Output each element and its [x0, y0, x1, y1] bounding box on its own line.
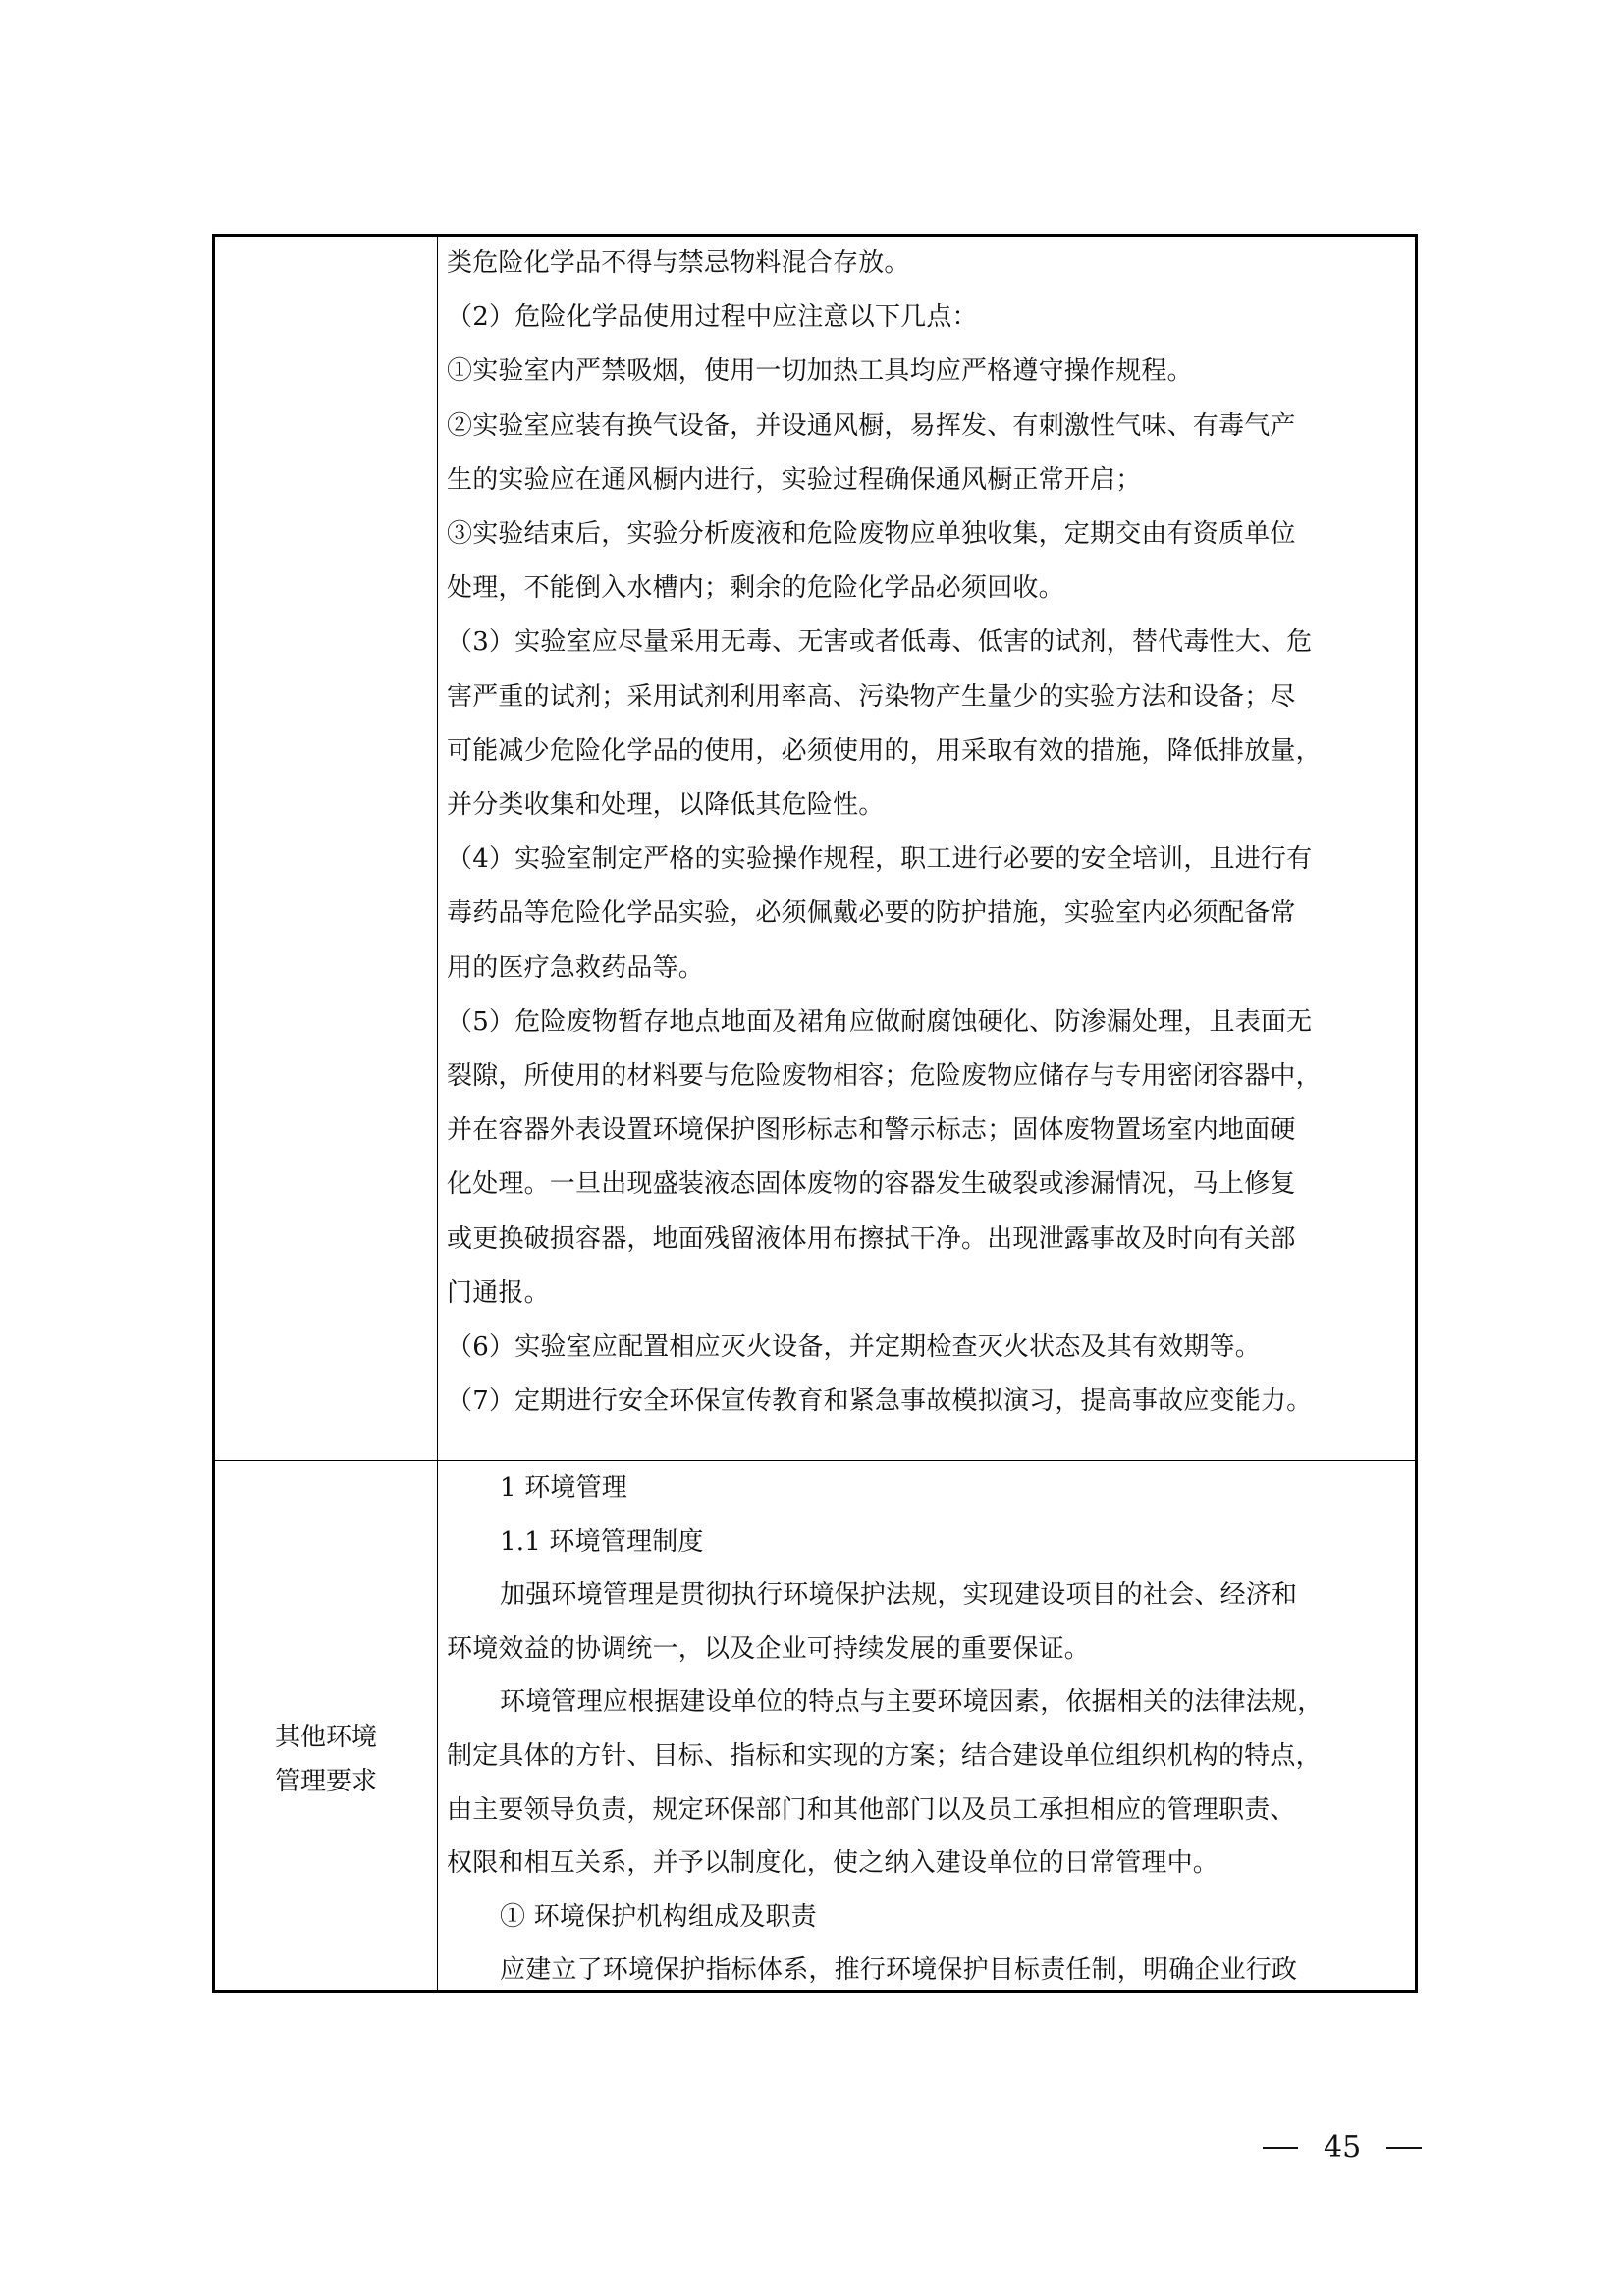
text-line: 处理，不能倒入水槽内；剩余的危险化学品必须回收。	[447, 573, 1064, 604]
row1-content-cell	[447, 237, 1401, 1460]
page-number	[1263, 2130, 1422, 2164]
text-line: 类危险化学品不得与禁忌物料混合存放。	[447, 248, 910, 278]
subsection-heading: 1.1 环境管理制度	[500, 1526, 704, 1557]
text-line: 加强环境管理是贯彻执行环境保护法规，实现建设项目的社会、经济和	[500, 1580, 1298, 1611]
text-line: 可能减少危险化学品的使用，必须使用的，用采取有效的措施，降低排放量，	[447, 735, 1322, 766]
column-divider	[437, 237, 438, 1990]
dash-left	[1263, 2147, 1298, 2149]
text-line: ②实验室应装有换气设备，并设通风橱，易挥发、有刺激性气味、有毒气产	[447, 410, 1296, 441]
text-line: （4）实验室制定严格的实验操作规程，职工进行必要的安全培训，且进行有	[447, 844, 1313, 875]
text-line: 裂隙，所使用的材料要与危险废物相容；危险废物应储存与专用密闭容器中，	[447, 1061, 1322, 1092]
label-line: 其他环境	[274, 1723, 377, 1752]
text-line: 化处理。一旦出现盛装液态固体废物的容器发生破裂或渗漏情况，马上修复	[447, 1169, 1296, 1200]
dash-right	[1386, 2147, 1422, 2149]
text-line: 权限和相互关系，并予以制度化，使之纳入建设单位的日常管理中。	[447, 1848, 1219, 1879]
text-line: （6）实验室应配置相应灭火设备，并定期检查灭火状态及其有效期等。	[447, 1332, 1261, 1362]
page-number-value: 45	[1324, 2130, 1362, 2164]
list-heading: ① 环境保护机构组成及职责	[500, 1901, 817, 1932]
label-line: 管理要求	[274, 1767, 377, 1796]
text-line: （7）定期进行安全环保宣传教育和紧急事故模拟演习，提高事故应变能力。	[447, 1386, 1313, 1416]
text-line: （5）危险废物暂存地点地面及裙角应做耐腐蚀硬化、防渗漏处理，且表面无	[447, 1006, 1313, 1037]
text-line: 环境管理应根据建设单位的特点与主要环境因素，依据相关的法律法规，	[500, 1687, 1324, 1718]
text-line: （3）实验室应尽量采用无毒、无害或者低毒、低害的试剂，替代毒性大、危	[447, 627, 1313, 658]
text-line: 毒药品等危险化学品实验，必须佩戴必要的防护措施，实验室内必须配备常	[447, 898, 1296, 929]
section-heading: 1 环境管理	[500, 1473, 628, 1503]
text-line: 并分类收集和处理，以降低其危险性。	[447, 790, 885, 821]
text-line: 害严重的试剂；采用试剂利用率高、污染物产生量少的实验方法和设备；尽	[447, 681, 1296, 712]
text-line: 并在容器外表设置环境保护图形标志和警示标志；固体废物置场室内地面硬	[447, 1115, 1296, 1146]
row2-label-cell	[215, 1701, 437, 1819]
row2-content-cell	[447, 1462, 1401, 1990]
text-line: 应建立了环境保护指标体系，推行环境保护目标责任制，明确企业行政	[500, 1955, 1298, 1986]
text-line: 生的实验应在通风橱内进行，实验过程确保通风橱正常开启；	[447, 464, 1142, 495]
text-line: 环境效益的协调统一，以及企业可持续发展的重要保证。	[447, 1633, 1091, 1664]
text-line: （2）危险化学品使用过程中应注意以下几点：	[447, 302, 978, 333]
text-line: 门通报。	[447, 1277, 550, 1308]
text-line: ①实验室内严禁吸烟，使用一切加热工具均应严格遵守操作规程。	[447, 356, 1193, 387]
text-line: 或更换破损容器，地面残留液体用布擦拭干净。出现泄露事故及时向有关部	[447, 1223, 1296, 1254]
content-table	[212, 234, 1418, 1993]
row-divider	[215, 1460, 1415, 1461]
text-line: 用的医疗急救药品等。	[447, 952, 705, 983]
text-line: ③实验结束后，实验分析废液和危险废物应单独收集，定期交由有资质单位	[447, 519, 1296, 550]
text-line: 由主要领导负责，规定环保部门和其他部门以及员工承担相应的管理职责、	[447, 1794, 1296, 1825]
text-line: 制定具体的方针、目标、指标和实现的方案；结合建设单位组织机构的特点，	[447, 1740, 1322, 1771]
